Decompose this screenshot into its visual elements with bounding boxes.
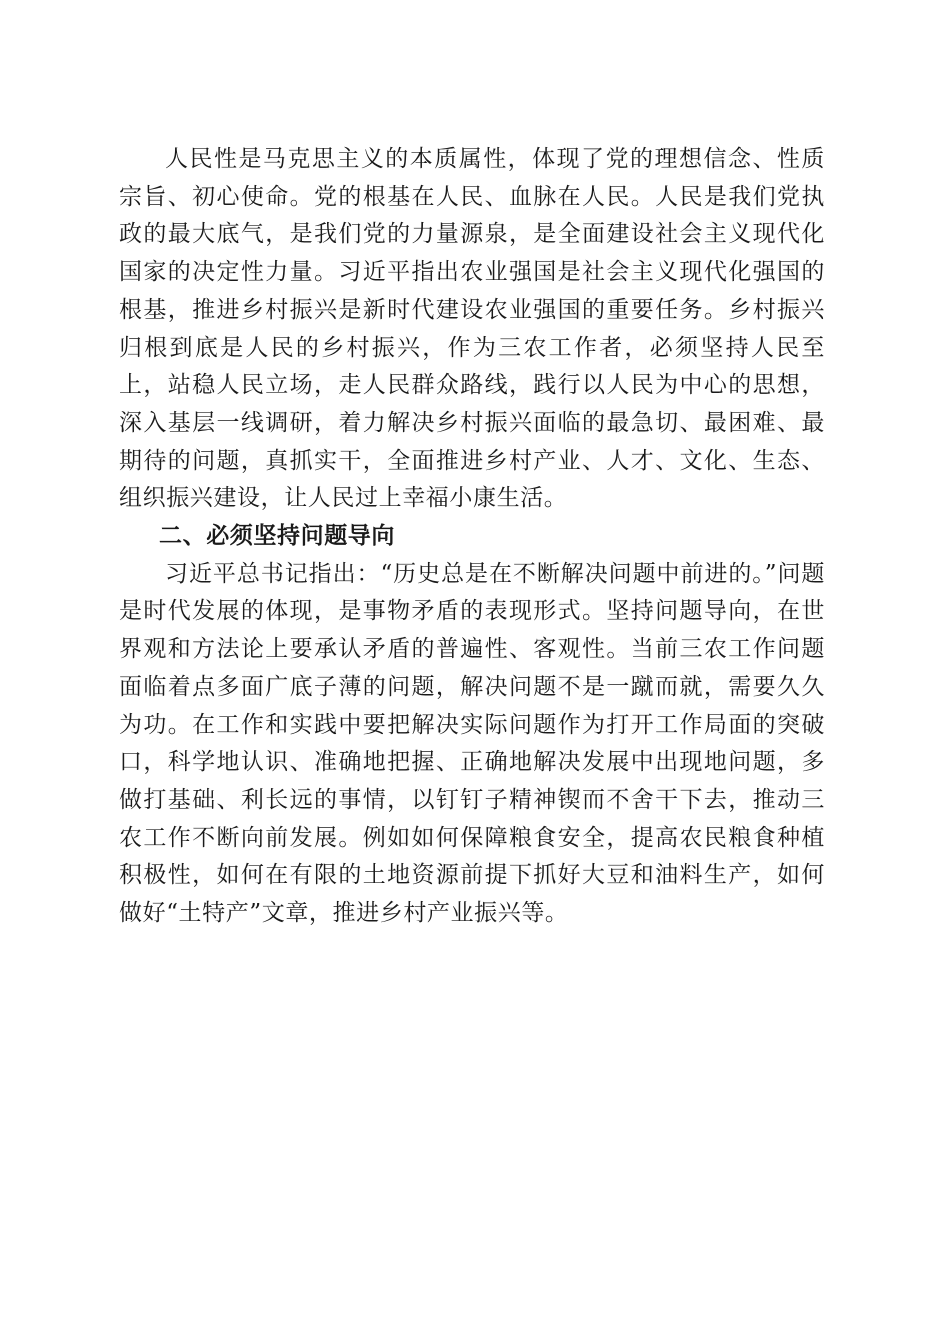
section-heading: 二、必须坚持问题导向 <box>159 523 395 550</box>
document-body <box>119 141 825 933</box>
paragraph-people-centered: 人民性是马克思主义的本质属性，体现了党的理想信念、性质宗旨、初心使命。党的根基在人民、血脉在人民。人民是我们党执政的最大底气，是我们党的力量源泉，是全面建设社会主义现代化国家的决定性力量。习近平指出农业强国是社会主义现代化强国的根基，推进乡村振兴是新时代建设农业强国的重要任务。乡村振兴归根到底是人民的乡村振兴，作为三农工作者，必须坚持人民至上，站稳人民立场，走人民群众路线，践行以人民为中心的思想，深入基层一线调研，着力解决乡村振兴面临的最急切、最困难、最期待的问题，真抓实干，全面推进乡村产业、人才、文化、生态、组织振兴建设，让人民过上幸福小康生活。 <box>119 146 825 512</box>
paragraph-problem-oriented: 习近平总书记指出：“历史总是在不断解决问题中前进的。”问题是时代发展的体现，是事物矛盾的表现形式。坚持问题导向，在世界观和方法论上要承认矛盾的普遍性、客观性。当前三农工作问题面临着点多面广底子薄的问题，解决问题不是一蹴而就，需要久久为功。在工作和实践中要把解决实际问题作为打开工作局面的突破口，科学地认识、准确地把握、正确地解决发展中出现地问题，多做打基础、利长远的事情，以钉钉子精神锲而不舍干下去，推动三农工作不断向前发展。例如如何保障粮食安全，提高农民粮食种植积极性，如何在有限的土地资源前提下抓好大豆和油料生产，如何做好“土特产”文章，推进乡村产业振兴等。 <box>119 560 825 927</box>
